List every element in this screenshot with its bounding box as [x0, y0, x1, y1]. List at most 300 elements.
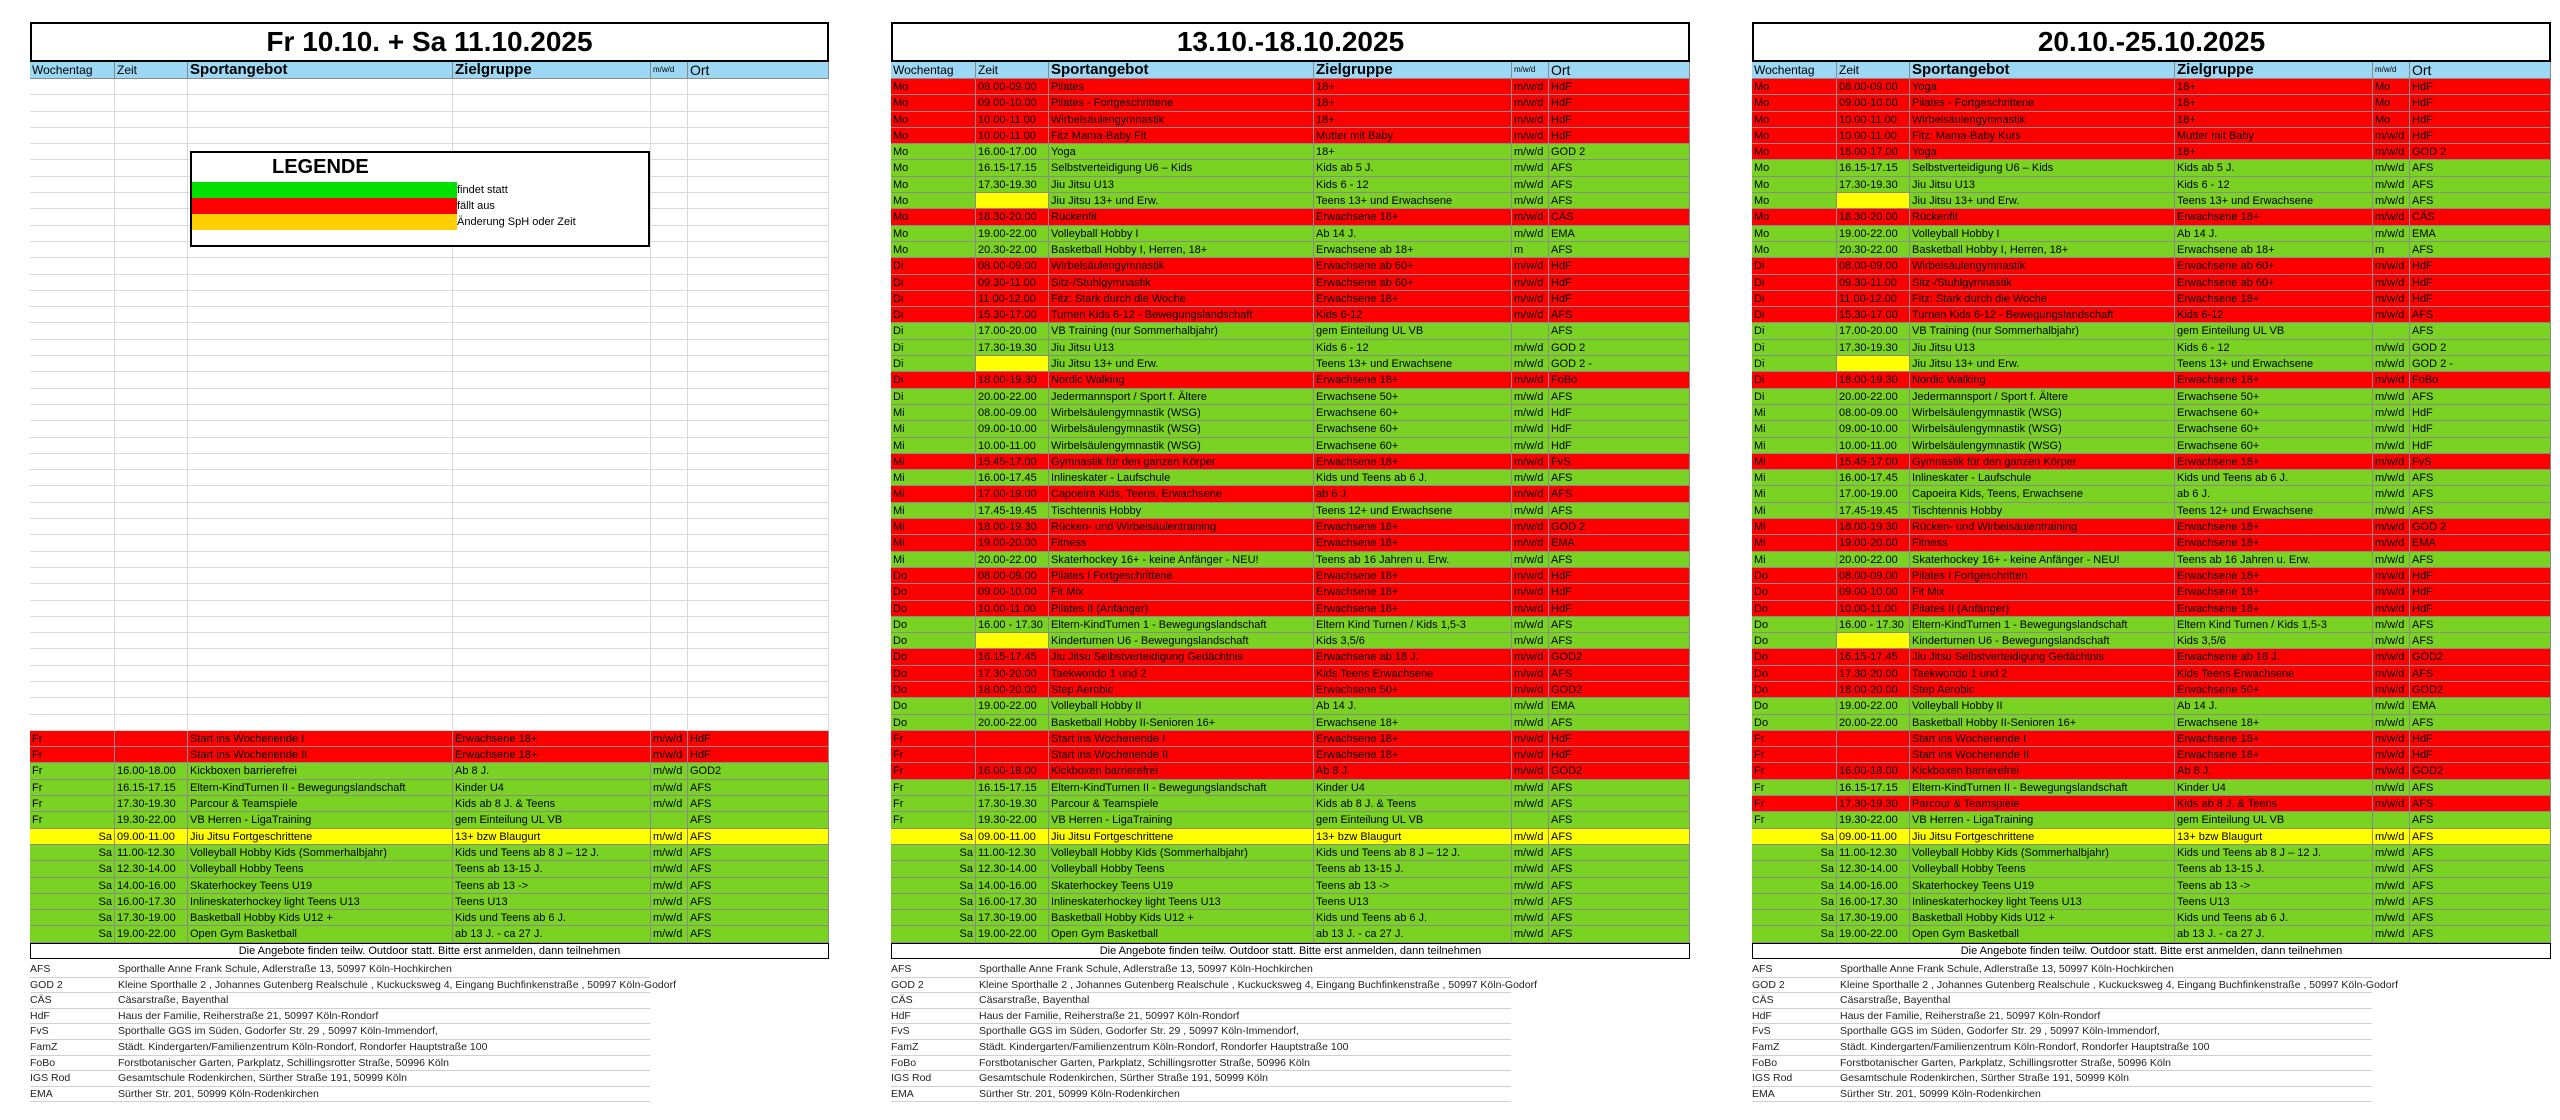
target-group-cell: Erwachsene 50+ — [1314, 389, 1512, 405]
gender-cell: m/w/d — [1512, 568, 1549, 584]
table-row — [1752, 79, 2551, 95]
empty-cell — [453, 698, 651, 714]
empty-cell — [115, 405, 188, 421]
gender-cell: m/w/d — [1512, 698, 1549, 714]
target-group-cell: Ab 8 J. — [2175, 763, 2373, 779]
gender-cell: m/w/d — [1512, 128, 1549, 144]
location-cell: HdF — [2410, 731, 2551, 747]
empty-cell — [188, 649, 453, 665]
target-group-cell: Kids 6-12 — [2175, 307, 2373, 323]
table-body — [1752, 79, 2551, 943]
empty-cell — [115, 95, 188, 111]
location-cell: GOD 2 — [1549, 340, 1690, 356]
gender-cell: m/w/d — [2373, 291, 2410, 307]
location-address: Sporthalle Anne Frank Schule, Adlerstraße 13, 50997 Köln-Hochkirchen — [979, 963, 1313, 975]
empty-cell — [30, 323, 115, 339]
time-cell: 11.00-12.30 — [976, 845, 1049, 861]
column-header: Sportangebot — [1049, 62, 1314, 79]
weekday-cell: Do — [1752, 633, 1837, 649]
location-cell: AFS — [2410, 177, 2551, 193]
time-cell — [1837, 747, 1910, 763]
activity-cell: Parcour & Teamspiele — [1049, 796, 1314, 812]
empty-cell — [30, 258, 115, 274]
gender-cell: m/w/d — [1512, 340, 1549, 356]
location-cell: HdF — [2410, 95, 2551, 111]
target-group-cell: Erwachsene 18+ — [1314, 454, 1512, 470]
location-cell: AFS — [1549, 861, 1690, 877]
location-cell: AFS — [2410, 470, 2551, 486]
empty-cell — [651, 438, 688, 454]
activity-cell: Jiu Jitsu U13 — [1910, 177, 2175, 193]
target-group-cell: Erwachsene ab 18 J. — [2175, 649, 2373, 665]
table-row — [1752, 177, 2551, 193]
activity-cell: Start ins Wochenende I — [188, 731, 453, 747]
location-code: HdF — [891, 1009, 911, 1022]
table-row — [891, 258, 1690, 274]
weekday-cell: Sa — [1752, 910, 1837, 926]
gender-cell: m/w/d — [1512, 421, 1549, 437]
weekday-cell: Mo — [1752, 160, 1837, 176]
empty-cell — [453, 519, 651, 535]
table-row — [1752, 519, 2551, 535]
table-row — [1752, 421, 2551, 437]
location-address: Gesamtschule Rodenkirchen, Sürther Straße 191, 50999 Köln — [1840, 1072, 2129, 1085]
activity-cell: Inlineskaterhockey light Teens U13 — [1910, 894, 2175, 910]
target-group-cell: Teens 13+ und Erwachsene — [1314, 193, 1512, 209]
time-cell: 19.00-20.00 — [1837, 535, 1910, 551]
location-cell: AFS — [688, 878, 829, 894]
gender-cell: m/w/d — [1512, 682, 1549, 698]
activity-cell: Eltern-KindTurnen 1 - Bewegungslandschaft — [1910, 617, 2175, 633]
location-address: Sporthalle GGS im Süden, Godorfer Str. 29 , 50997 Köln-Immendorf, — [1840, 1025, 2160, 1038]
activity-cell: Kickboxen barrierefrei — [1910, 763, 2175, 779]
target-group-cell: 18+ — [2175, 144, 2373, 160]
target-group-cell: Kids und Teens ab 6 J. — [2175, 910, 2373, 926]
empty-cell — [115, 193, 188, 209]
location-cell: AFS — [2410, 715, 2551, 731]
weekday-cell: Mi — [1752, 438, 1837, 454]
location-cell: AFS — [2410, 617, 2551, 633]
location-row — [891, 1087, 1511, 1103]
empty-cell — [688, 177, 829, 193]
weekday-cell: Mo — [891, 144, 976, 160]
time-cell: 17.30-19.30 — [1837, 340, 1910, 356]
empty-cell — [453, 389, 651, 405]
empty-cell — [30, 649, 115, 665]
target-group-cell: Kids Teens Erwachsene — [1314, 666, 1512, 682]
gender-cell: m/w/d — [1512, 177, 1549, 193]
activity-cell: Skaterhockey Teens U19 — [1910, 878, 2175, 894]
weekday-cell: Di — [891, 372, 976, 388]
location-cell: HdF — [1549, 112, 1690, 128]
empty-cell — [30, 209, 115, 225]
target-group-cell: Teens 12+ und Erwachsene — [1314, 503, 1512, 519]
location-cell: HdF — [2410, 405, 2551, 421]
target-group-cell: 18+ — [1314, 112, 1512, 128]
activity-cell: Fitness — [1049, 535, 1314, 551]
time-cell — [1837, 731, 1910, 747]
activity-cell: Rückenfit — [1049, 209, 1314, 225]
activity-cell: Wirbelsäulengymnastik — [1049, 112, 1314, 128]
empty-cell — [188, 372, 453, 388]
activity-cell: Open Gym Basketball — [188, 926, 453, 942]
location-cell: GOD2 — [2410, 763, 2551, 779]
location-row — [891, 993, 1511, 1009]
target-group-cell: Erwachsene 18+ — [2175, 731, 2373, 747]
weekday-cell: Sa — [30, 910, 115, 926]
empty-cell — [453, 128, 651, 144]
activity-cell: VB Herren - LigaTraining — [1910, 812, 2175, 828]
time-cell: 20.30-22.00 — [1837, 242, 1910, 258]
time-cell: 17.30-19.30 — [976, 340, 1049, 356]
table-row — [1752, 275, 2551, 291]
weekday-cell: Mo — [891, 242, 976, 258]
location-row — [891, 1071, 1511, 1087]
empty-cell — [188, 438, 453, 454]
location-code: AFS — [1752, 963, 1773, 975]
target-group-cell: Teens U13 — [1314, 894, 1512, 910]
gender-cell: m/w/d — [1512, 747, 1549, 763]
panel-title: Fr 10.10. + Sa 11.10.2025 — [30, 22, 829, 62]
gender-cell: m/w/d — [1512, 291, 1549, 307]
time-cell: 20.00-22.00 — [1837, 389, 1910, 405]
location-row — [1752, 1056, 2372, 1072]
gender-cell: m/w/d — [1512, 878, 1549, 894]
time-cell: 10.00-11.00 — [976, 112, 1049, 128]
activity-cell: Kickboxen barrierefrei — [188, 763, 453, 779]
table-row — [891, 160, 1690, 176]
activity-cell: Volleyball Hobby II — [1910, 698, 2175, 714]
location-cell: HdF — [2410, 79, 2551, 95]
activity-cell: Skaterhockey Teens U19 — [188, 878, 453, 894]
empty-row — [30, 535, 829, 551]
location-cell: AFS — [1549, 894, 1690, 910]
table-row — [30, 926, 829, 942]
location-cell: FoBo — [1549, 372, 1690, 388]
target-group-cell: 18+ — [1314, 95, 1512, 111]
target-group-cell: Kinder U4 — [1314, 780, 1512, 796]
table-header — [1752, 62, 2551, 79]
column-header: Wochentag — [1752, 62, 1837, 79]
location-row — [1752, 1087, 2372, 1103]
activity-cell: Jiu Jitsu Fortgeschrittene — [188, 829, 453, 845]
empty-cell — [688, 421, 829, 437]
target-group-cell: Erwachsene 18+ — [2175, 584, 2373, 600]
activity-cell: Skaterhockey Teens U19 — [1049, 878, 1314, 894]
weekday-cell: Mo — [891, 193, 976, 209]
activity-cell: Pilates - Fortgeschrittene — [1049, 95, 1314, 111]
empty-cell — [688, 535, 829, 551]
empty-cell — [688, 568, 829, 584]
table-row — [1752, 258, 2551, 274]
weekday-cell: Di — [1752, 323, 1837, 339]
location-cell: HdF — [2410, 275, 2551, 291]
activity-cell: Jiu Jitsu 13+ und Erw. — [1910, 356, 2175, 372]
weekday-cell: Do — [891, 584, 976, 600]
empty-cell — [30, 519, 115, 535]
location-cell: GOD2 — [1549, 682, 1690, 698]
weekday-cell: Di — [891, 389, 976, 405]
weekday-cell: Mi — [891, 486, 976, 502]
activity-cell: VB Herren - LigaTraining — [188, 812, 453, 828]
location-legend — [891, 962, 1538, 1102]
gender-cell: m/w/d — [2373, 861, 2410, 877]
time-cell — [976, 633, 1049, 649]
time-cell: 17.30-19.00 — [1837, 910, 1910, 926]
location-address: Sporthalle GGS im Süden, Godorfer Str. 29 , 50997 Köln-Immendorf, — [118, 1025, 438, 1038]
empty-cell — [651, 177, 688, 193]
activity-cell: Taekwondo 1 und 2 — [1910, 666, 2175, 682]
location-cell: AFS — [1549, 552, 1690, 568]
location-row — [30, 993, 650, 1009]
gender-cell: m/w/d — [2373, 796, 2410, 812]
target-group-cell: Ab 14 J. — [1314, 698, 1512, 714]
location-cell: AFS — [688, 780, 829, 796]
activity-cell: Volleyball Hobby Kids (Sommerhalbjahr) — [1910, 845, 2175, 861]
gender-cell: m/w/d — [651, 763, 688, 779]
time-cell: 15.30-17.00 — [976, 307, 1049, 323]
time-cell: 19.30-22.00 — [976, 812, 1049, 828]
empty-row — [30, 470, 829, 486]
activity-cell: Gymnastik für den ganzen Körper — [1049, 454, 1314, 470]
target-group-cell: Teens ab 13 -> — [1314, 878, 1512, 894]
location-address: Kleine Sporthalle 2 , Johannes Gutenberg Realschule , Kuckucksweg 4, Eingang Buchfinkenstraße , 50997 Köln-Godorf — [118, 978, 677, 991]
activity-cell: Jiu Jitsu 13+ und Erw. — [1049, 193, 1314, 209]
location-cell: AFS — [1549, 926, 1690, 942]
time-cell: 16.15-17.15 — [115, 780, 188, 796]
empty-cell — [188, 584, 453, 600]
table-row — [891, 519, 1690, 535]
target-group-cell: 13+ bzw Blaugurt — [453, 829, 651, 845]
weekday-cell: Do — [1752, 715, 1837, 731]
time-cell: 19.00-22.00 — [1837, 698, 1910, 714]
gender-cell: m/w/d — [1512, 535, 1549, 551]
table-row — [1752, 503, 2551, 519]
target-group-cell: Erwachsene 18+ — [2175, 291, 2373, 307]
weekday-cell: Fr — [1752, 796, 1837, 812]
empty-cell — [188, 535, 453, 551]
location-cell: HdF — [2410, 747, 2551, 763]
empty-cell — [651, 128, 688, 144]
target-group-cell: Erwachsene 18+ — [1314, 519, 1512, 535]
gender-cell — [2373, 812, 2410, 828]
target-group-cell: Erwachsene ab 60+ — [1314, 258, 1512, 274]
table-row — [891, 356, 1690, 372]
empty-cell — [688, 193, 829, 209]
empty-cell — [188, 340, 453, 356]
legend-label: fällt aus — [457, 200, 495, 212]
empty-row — [30, 95, 829, 111]
weekday-cell: Di — [1752, 340, 1837, 356]
target-group-cell: Teens ab 13-15 J. — [2175, 861, 2373, 877]
activity-cell: Jiu Jitsu Selbstverteidigung Gedächtnis — [1910, 649, 2175, 665]
gender-cell: m/w/d — [2373, 780, 2410, 796]
gender-cell: m — [1512, 242, 1549, 258]
target-group-cell: Kids und Teens ab 6 J. — [1314, 470, 1512, 486]
weekday-cell: Do — [891, 698, 976, 714]
target-group-cell: Ab 8 J. — [453, 763, 651, 779]
table-row — [891, 878, 1690, 894]
target-group-cell: Kids und Teens ab 6 J. — [2175, 470, 2373, 486]
time-cell: 19.00-22.00 — [976, 698, 1049, 714]
empty-row — [30, 666, 829, 682]
empty-cell — [688, 682, 829, 698]
location-code: GOD 2 — [30, 978, 63, 991]
empty-cell — [651, 209, 688, 225]
empty-cell — [30, 470, 115, 486]
location-cell: AFS — [2410, 307, 2551, 323]
activity-cell: Start ins Wochenende II — [1910, 747, 2175, 763]
time-cell: 17.30-19.00 — [115, 910, 188, 926]
location-cell: AFS — [1549, 503, 1690, 519]
table-row — [30, 763, 829, 779]
weekday-cell: Mi — [891, 470, 976, 486]
weekday-cell: Mi — [891, 438, 976, 454]
weekday-cell: Do — [1752, 568, 1837, 584]
gender-cell: m/w/d — [2373, 649, 2410, 665]
weekday-cell: Fr — [1752, 747, 1837, 763]
time-cell: 20.00-22.00 — [1837, 715, 1910, 731]
empty-cell — [453, 552, 651, 568]
weekday-cell: Mo — [891, 128, 976, 144]
target-group-cell: Kids 6 - 12 — [2175, 177, 2373, 193]
column-header: Ort — [688, 62, 829, 79]
target-group-cell: 18+ — [2175, 79, 2373, 95]
time-cell: 16.00-18.00 — [1837, 763, 1910, 779]
empty-cell — [115, 356, 188, 372]
empty-row — [30, 454, 829, 470]
weekday-cell: Sa — [1752, 894, 1837, 910]
target-group-cell: Kids ab 8 J. & Teens — [2175, 796, 2373, 812]
activity-cell: Tischtennis Hobby — [1049, 503, 1314, 519]
gender-cell: Mo — [2373, 79, 2410, 95]
gender-cell: m/w/d — [2373, 454, 2410, 470]
table-row — [891, 112, 1690, 128]
activity-cell: Skaterhockey 16+ - keine Anfänger - NEU! — [1910, 552, 2175, 568]
location-row — [1752, 993, 2372, 1009]
table-row — [1752, 372, 2551, 388]
weekday-cell: Fr — [891, 780, 976, 796]
table-row — [30, 910, 829, 926]
table-row — [891, 470, 1690, 486]
weekday-cell: Sa — [30, 861, 115, 877]
location-row — [1752, 1024, 2372, 1040]
table-row — [1752, 829, 2551, 845]
location-cell: AFS — [2410, 503, 2551, 519]
gender-cell: m/w/d — [1512, 649, 1549, 665]
gender-cell: m/w/d — [651, 731, 688, 747]
table-row — [891, 503, 1690, 519]
target-group-cell: 13+ bzw Blaugurt — [1314, 829, 1512, 845]
weekday-cell: Mo — [1752, 226, 1837, 242]
target-group-cell: Erwachsene 18+ — [2175, 601, 2373, 617]
time-cell: 08.00-09.00 — [1837, 405, 1910, 421]
location-cell: CÄS — [2410, 209, 2551, 225]
location-cell: EMA — [1549, 535, 1690, 551]
location-cell: AFS — [1549, 470, 1690, 486]
target-group-cell: Kids und Teens ab 6 J. — [453, 910, 651, 926]
empty-cell — [188, 356, 453, 372]
location-cell: HdF — [1549, 291, 1690, 307]
table-row — [1752, 601, 2551, 617]
location-cell: GOD 2 — [1549, 144, 1690, 160]
location-code: EMA — [891, 1087, 914, 1100]
location-cell: AFS — [2410, 845, 2551, 861]
activity-cell: Step Aerobic — [1910, 682, 2175, 698]
time-cell — [976, 731, 1049, 747]
table-row — [1752, 568, 2551, 584]
activity-cell: Pilates I Fortgeschritten — [1910, 568, 2175, 584]
time-cell: 14.00-16.00 — [976, 878, 1049, 894]
location-code: IGS Rod — [891, 1072, 932, 1085]
target-group-cell: Erwachsene 18+ — [2175, 747, 2373, 763]
empty-cell — [651, 633, 688, 649]
activity-cell: Basketball Hobby I, Herren, 18+ — [1049, 242, 1314, 258]
target-group-cell: Erwachsene 18+ — [2175, 519, 2373, 535]
empty-cell — [115, 519, 188, 535]
empty-cell — [651, 372, 688, 388]
activity-cell: Pilates — [1049, 79, 1314, 95]
legend-item — [192, 214, 648, 230]
activity-cell: Basketball Hobby II-Senioren 16+ — [1910, 715, 2175, 731]
location-code: CÄS — [30, 994, 52, 1007]
time-cell: 11.00-12.00 — [1837, 291, 1910, 307]
time-cell: 19.00-22.00 — [115, 926, 188, 942]
target-group-cell: Erwachsene 18+ — [2175, 372, 2373, 388]
location-cell: AFS — [688, 829, 829, 845]
empty-cell — [453, 258, 651, 274]
gender-cell: m/w/d — [651, 845, 688, 861]
empty-cell — [688, 438, 829, 454]
empty-cell — [453, 715, 651, 731]
time-cell: 17.30-19.30 — [1837, 796, 1910, 812]
empty-cell — [30, 242, 115, 258]
table-header — [30, 62, 829, 79]
weekday-cell: Fr — [1752, 780, 1837, 796]
weekday-cell: Mo — [1752, 144, 1837, 160]
location-legend — [30, 962, 677, 1102]
weekday-cell: Di — [891, 275, 976, 291]
empty-cell — [688, 307, 829, 323]
gender-cell: m/w/d — [651, 926, 688, 942]
gender-cell: m/w/d — [2373, 845, 2410, 861]
empty-cell — [30, 503, 115, 519]
table-row — [891, 894, 1690, 910]
empty-cell — [115, 79, 188, 95]
location-code: FamZ — [891, 1040, 919, 1053]
gender-cell: m/w/d — [2373, 584, 2410, 600]
weekday-cell: Mi — [1752, 486, 1837, 502]
location-cell: HdF — [1549, 79, 1690, 95]
weekday-cell: Mo — [1752, 95, 1837, 111]
empty-cell — [115, 486, 188, 502]
empty-cell — [651, 356, 688, 372]
location-address: Sürther Str. 201, 50999 Köln-Rodenkirchen — [1840, 1087, 2041, 1100]
empty-cell — [453, 568, 651, 584]
footer-note: Die Angebote finden teilw. Outdoor statt. Bitte erst anmelden, dann teilnehmen — [1752, 943, 2551, 959]
table-row — [1752, 552, 2551, 568]
time-cell: 17.30-19.00 — [976, 910, 1049, 926]
weekday-cell: Mi — [1752, 503, 1837, 519]
empty-cell — [30, 226, 115, 242]
location-cell: AFS — [1549, 812, 1690, 828]
empty-cell — [453, 112, 651, 128]
target-group-cell: Erwachsene 18+ — [2175, 454, 2373, 470]
empty-row — [30, 438, 829, 454]
weekday-cell: Fr — [1752, 731, 1837, 747]
time-cell: 10.00-11.00 — [976, 601, 1049, 617]
location-cell: AFS — [1549, 878, 1690, 894]
